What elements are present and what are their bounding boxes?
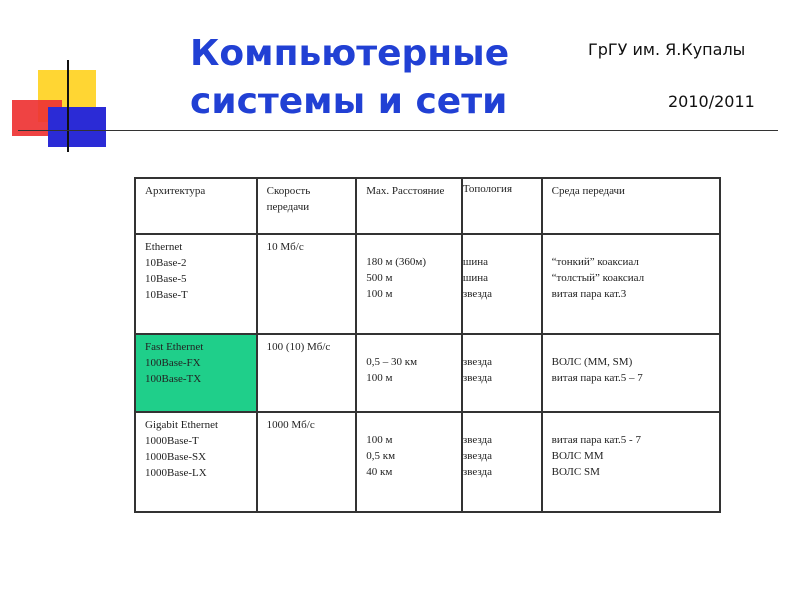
- header-cell: Топология: [462, 178, 542, 234]
- table-row: [135, 334, 720, 412]
- header-cell: Архитектура: [135, 178, 257, 234]
- logo-vertical-line: [67, 60, 69, 152]
- topology-cell: звезда звезда звезда: [462, 412, 542, 512]
- architecture-cell: Gigabit Ethernet 1000Base-T 1000Base-SX 1000Base-LX: [135, 412, 257, 512]
- topology-cell: звезда звезда: [462, 334, 542, 412]
- distance-cell: 0,5 – 30 км 100 м: [356, 334, 462, 412]
- medium-cell: витая пара кат.5 - 7 ВОЛС ММ ВОЛС SM: [542, 412, 720, 512]
- medium-cell: “тонкий” коаксиал “толстый” коаксиал витая пара кат.3: [542, 234, 720, 334]
- header-divider: [18, 130, 778, 131]
- title-line-1: Компьютерные: [190, 33, 510, 74]
- table-row: [135, 234, 720, 334]
- university-name: ГрГУ им. Я.Купалы: [588, 40, 746, 59]
- academic-year: 2010/2011: [668, 92, 755, 111]
- distance-cell: 100 м 0,5 км 40 км: [356, 412, 462, 512]
- medium-cell: ВОЛС (MM, SM) витая пара кат.5 – 7: [542, 334, 720, 412]
- slide-title: [190, 30, 530, 126]
- topology-cell: шина шина звезда: [462, 234, 542, 334]
- speed-cell: 10 Мб/с: [257, 234, 357, 334]
- network-architecture-table: [134, 177, 721, 513]
- speed-cell: 1000 Мб/с: [257, 412, 357, 512]
- distance-cell: 180 м (360м) 500 м 100 м: [356, 234, 462, 334]
- header-cell: Среда передачи: [542, 178, 720, 234]
- header-cell: Скорость передачи: [257, 178, 357, 234]
- architecture-cell-highlighted: Fast Ethernet 100Base-FX 100Base-TX: [135, 334, 257, 412]
- speed-cell: 100 (10) Мб/с: [257, 334, 357, 412]
- title-line-2: системы и сети: [190, 81, 508, 122]
- table-row: [135, 412, 720, 512]
- logo-blue-square: [48, 107, 106, 147]
- header-cell: Max. Расстояние: [356, 178, 462, 234]
- table-header-row: [135, 178, 720, 234]
- architecture-cell: Ethernet 10Base-2 10Base-5 10Base-T: [135, 234, 257, 334]
